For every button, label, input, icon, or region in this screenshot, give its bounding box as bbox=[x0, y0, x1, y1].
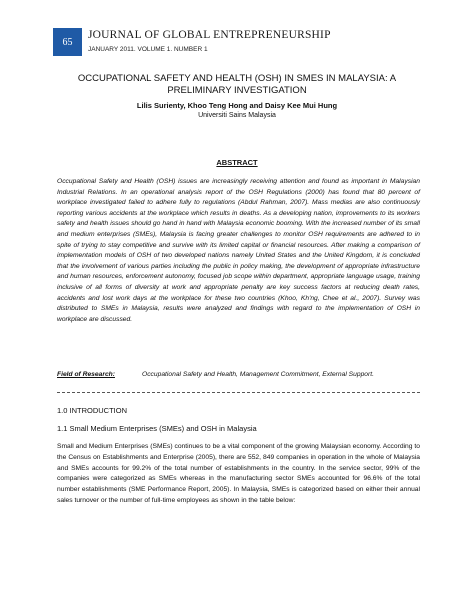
field-of-research-label: Field of Research: bbox=[57, 371, 115, 378]
field-of-research-value: Occupational Safety and Health, Management Commitment, External Support. bbox=[142, 371, 374, 378]
paper-authors: Lilis Surienty, Khoo Teng Hong and Daisy Kee Mui Hung bbox=[136, 101, 338, 110]
introduction-subheading: 1.1 Small Medium Enterprises (SMEs) and OSH in Malaysia bbox=[57, 424, 257, 433]
page-number-box bbox=[53, 28, 82, 56]
abstract-text: Occupational Safety and Health (OSH) issues are increasingly receiving attention and found as important in Malaysian Industrial Relations. In an operational analysis report of the OSH Regulations (2000) has found that 80 percent of workplace investigated failed to adhere fully to regulations (Abdul Rahman, 2007). Mass medias are also continuously reporting various accidents at the workplace which results in deaths. As a developing nation, improvements to its workers safety and health issues should go hand in hand with Malaysia economic booming. With the increased number of its small and medium enterprises (SMEs), Malaysia is facing greater challenges to monitor OSH requirements are adhered to in spite of trying to stay competitive and survive with its limited capital or financial resources. After making a comparison of implementation models of OSH of two developed nations namely United States and the United Kingdom, it is concluded that the involvement of various parties including the public in policy making, the development of appropriate infrastructure and human resources, enforcement autonomy, focused job scope within department, appropriate language usage, training inclusive of all forms of diversity at work and appropriate penalty are key success factors at reducing death rates, accidents and lost work days at the workplace for these two countries (Khoo, Kh'ng, Chee et al., 2007). Survey was distributed to SMEs in Malaysia, results were analyzed and findings with regard to the implementation of OSH in workplace are discussed. bbox=[57, 178, 420, 323]
section-divider bbox=[57, 392, 420, 393]
field-of-research bbox=[57, 371, 420, 378]
introduction-heading: 1.0 INTRODUCTION bbox=[57, 406, 128, 415]
page-number: 65 bbox=[62, 36, 73, 48]
journal-name: JOURNAL OF GLOBAL ENTREPRENEURSHIP bbox=[88, 29, 331, 41]
introduction-text: Small and Medium Enterprises (SMEs) continues to be a vital component of the growing Malaysian economy. According to the Census on Establishments and Enterprise (2005), there are 552, 849 companies in operation in the whole of Malaysia and SMEs accounts for 99.2% of the total number of establishments in the country. In the service sector, 99% of the companies were categorized as SMEs whereas in the manufacturing sector SMEs accounted for 96.6% of the total number establishments (SME Performance Report, 2005). In Malaysia, SMEs is categorized based on either their annual sales turnover or the number of full-time employees as shown in the table below: bbox=[57, 443, 420, 504]
paper-affiliation: Universiti Sains Malaysia bbox=[198, 112, 276, 119]
paper-title: OCCUPATIONAL SAFETY AND HEALTH (OSH) IN SMES IN MALAYSIA: A PRELIMINARY INVESTIGATION bbox=[77, 73, 397, 96]
abstract-heading: ABSTRACT bbox=[216, 158, 258, 167]
journal-issue-line: JANUARY 2011. VOLUME 1. NUMBER 1 bbox=[88, 46, 208, 53]
